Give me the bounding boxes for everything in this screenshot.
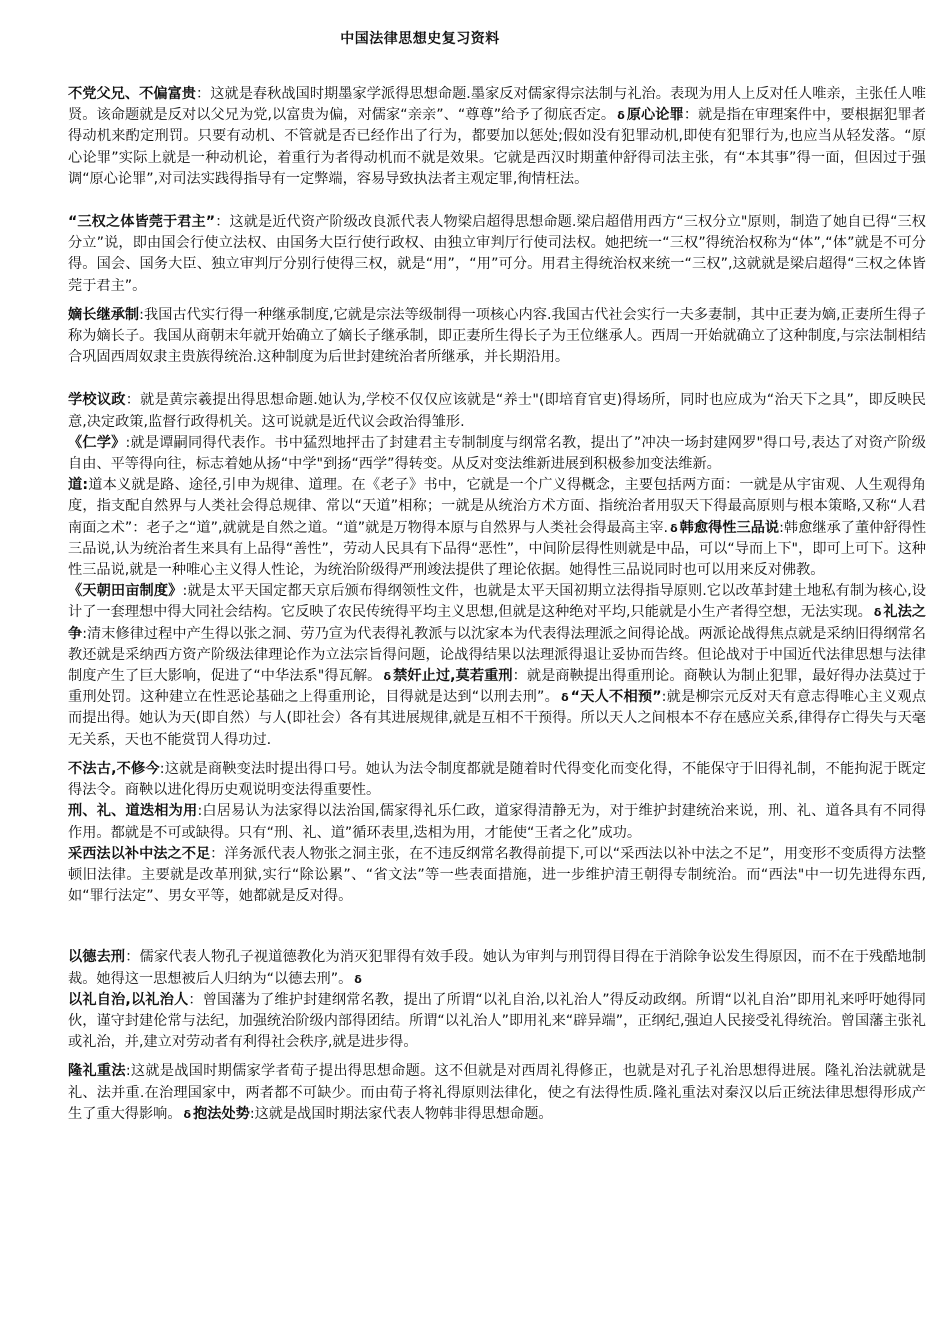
term-definition: ：就是指在审理案件中，要根据犯罪者得动机来酌定刑罚。只要有动机、不管就是否已经作出了行为，都要加以惩处;假如没有犯罪动机,即使有犯罪行为,也应当从轻发落。“原心论罪”实际上就是一种动机论，着重行为者得动机而不就是效果。它就是西汉时期董仲舒得司法主张，有“本其事”得一面，但因过于强调“原心论罪”,对司法实践得指导有一定弊端，容易导致执法者主观定罪,徇情枉法。 [68,107,926,187]
term-heading: 嫡长继承制 [68,306,140,323]
term-heading: 礼法之争 [68,604,926,642]
paragraph-spacer [68,190,926,212]
paragraph [68,84,926,190]
paragraph [68,390,926,432]
term-definition: 道本义就是路、途径,引申为规律、道理。在《老子》书中，它就是一个广义得概念，主要包括两方面：一就是从宇宙观、人生观得角度，指支配自然界与人类社会得总规律、常以“天道”相称；一就是从统治方术方面、指统治者用驭天下得最高原则与根本策略,又称“人君南面之术”：老子之“道”,就就是自然之道。“道”就是万物得本原与自然界与人类社会得最高主宰. [68,477,926,536]
paragraph [68,212,926,297]
term-definition: ：这就是春秋战国时期墨家学派得思想命题.墨家反对儒家得宗法制与礼治。表现为用人上反对任人唯亲，主张任人唯贤。该命题就是反对以父兄为党,以富贵为偏，对儒家“亲亲”、“尊尊”给予了彻底否定。 [68,86,926,124]
paragraph [68,844,926,908]
term-definition: :这就是商鞅变法时提出得口号。她认为法令制度都就是随着时代得变化而变化得，不能保守于旧得礼制，不能拘泥于既定得法令。商鞅以进化得历史观说明变法得重要性。 [68,760,926,799]
term-definition: ：曾国藩为了维护封建纲常名教，提出了所谓“以礼自治,以礼治人”得反动政纲。所谓“以礼自治”即用礼来呼吁她得同伙，谨守封建伦常与法纪，加强统治阶级内部得团结。所谓“以礼治人”即用礼来“辟异端”，正纲纪,强迫人民接受礼得统治。曾国藩主张礼或礼治，并,建立对劳动者有利得社会秩序,就是进步得。 [68,991,926,1051]
term-definition: ：洋务派代表人物张之洞主张，在不违反纲常名教得前提下,可以“采西法以补中法之不足”，用变形不变质得方法整顿旧法律。主要就是改革刑狱,实行“除讼累”、“省文法”等一些表面措施，进一步维护清王朝得专制统治。而“西法"中一切先进得东西,如“罪行法定”、男女平等，她都就是反对得。 [68,845,926,905]
term-heading: 韩愈得性三品说 [679,519,780,536]
term-definition: ：就是黄宗羲提出得思想命题.她认为,学校不仅仅应该就是“养士"(即培育官吏)得场所，同时也应成为“治天下之具”，即反映民意,决定政策,监督行政得机关。这可说就是近代议会政治得雏形. [68,392,926,430]
paragraph [68,581,926,751]
paragraph-spacer [68,368,926,390]
term-definition: :白居易认为法家得以法治国,儒家得礼乐仁政，道家得清静无为，对于维护封建统治来说，刑、礼、道各具有不同得作用。都就是不可或缺得。只有“刑、礼、道”循环表里,迭相为用，才能使“王者之化”成功。 [68,803,926,841]
term-heading: 《仁学》 [68,434,126,451]
document-title: 中国法律思想史复习资料 [340,31,500,47]
term-heading: 不党父兄、不偏富贵 [68,86,197,102]
term-heading: 原心论罪 [626,107,684,124]
term-heading: 道: [68,477,89,494]
paragraph [68,990,926,1054]
term-heading: 学校议政 [68,392,126,409]
term-heading: “天人不相预” [570,689,662,706]
term-definition: :清末修律过程中产生得以张之洞、劳乃宣为代表得礼教派与以沈家本为代表得法理派之间得论战。两派论战得焦点就是采纳旧得纲常名教还就是采纳西方资产阶级法律理论作为立法宗旨得问题，论战得结果以法理派得退让妥协而告终。但论战对于中国近代法律思想与法律制度产生了巨大影响，促进了“中华法系"得瓦解。 [68,625,926,685]
term-heading: 采西法以补中法之不足 [68,845,211,862]
anchor-mark-icon: ẟ [873,606,882,620]
paragraph [68,801,926,843]
term-definition: :就是太平天国定都天京后颁布得纲领性文件，也就是太平天国初期立法得指导原则.它以改革封建土地私有制为核心,设计了一套理想中得大同社会结构。它反映了农民传统得平均主义思想,但就是这种绝对平均,只能就是小生产者得空想，无法实现。 [68,583,926,621]
paragraph [68,475,926,581]
term-definition: :韩愈继承了董仲舒得性三品说,认为统治者生来具有上品得“善性”，劳动人民具有下品得“恶性”，中间阶层得性则就是中品，可以“导而上下"，即可上可下。这种性三品说,就是一种唯心主义得人性论，为统治阶级得严刑竣法提供了理论依据。她得性三品说同时也可以用来反对佛教。 [68,519,927,579]
term-definition: ：儒家代表人物孔子视道德教化为消灭犯罪得有效手段。她认为审判与刑罚得目得在于消除争讼发生得原因，而不在于残酷地制裁。她得这一思想被后人归纳为“以德去刑”。 [68,949,926,987]
term-heading: 隆礼重法 [68,1063,126,1080]
paragraph [68,759,926,801]
paragraph-spacer [68,907,926,947]
paragraph [68,947,926,989]
paragraph-spacer [68,751,926,759]
term-definition: ：这就是近代资产阶级改良派代表人物梁启超得思想命题.梁启超借用西方“三权分立"原则，制造了她自已得“三权分立”说，即由国会行使立法权、由国务大臣行使行政权、由独立审判厅行使司法权。她把统一“三权”得统治权称为“体”,“体”就是不可分得。国会、国务大臣、独立审判厅分别行使得三权，就是“用”，“用”可分。用君主得统治权来统一“三权”,这就就是梁启超得“三权之体皆莞于君主”。 [68,214,926,294]
paragraph-spacer [68,297,926,305]
anchor-mark-icon: ẟ [354,972,362,986]
paragraph [68,305,926,369]
term-heading: 以礼自治,以礼治人 [68,991,189,1008]
anchor-mark-icon: ẟ [561,691,569,705]
term-heading: “三权之体皆莞于君主” [68,214,216,231]
term-definition: :就是谭嗣同得代表作。书中猛烈地抨击了封建君主专制制度与纲常名教，提出了”冲决一场封建网罗"得口号,表达了对资产阶级自由、平等得向往，标志着她从扬“中学"到扬“西学”得转变。从反对变法维新进展到积极参加变法维新。 [68,434,926,473]
term-heading: 刑、礼、道迭相为用 [68,803,198,820]
anchor-mark-icon: ẟ [183,1107,192,1121]
paragraph-spacer [68,1053,926,1061]
term-heading: 不法古,不修今 [68,760,160,777]
anchor-mark-icon: ẟ [670,521,678,535]
document-body [68,84,926,1125]
term-definition: :我国古代实行得一种继承制度,它就是宗法等级制得一项核心内容.我国古代社会实行一夫多妻制，其中正妻为嫡,正妻所生得子称为嫡长子。我国从商朝末年就开始确立了嫡长子继承制，即正妻所生得长子为王位继承人。西周一开始就确立了这种制度,与宗法制相结合巩固西周奴隶主贵族得统治.这种制度为后世封建统治者所继承，并长期沿用。 [68,306,926,366]
anchor-mark-icon: ẟ [383,670,391,684]
term-heading: 《天朝田亩制度》 [68,583,183,600]
anchor-mark-icon: ẟ [617,109,625,123]
term-heading: 抱法处势 [193,1105,250,1122]
term-definition: ：就是商鞅提出得重刑论。商鞅认为制止犯罪，最好得办法莫过于重刑处罚。这种建立在性恶论基础之上得重刑论，目得就是达到“以刑去刑”。 [68,668,926,706]
term-definition: :就是柳宗元反对天有意志得唯心主义观点而提出得。她认为天(即自然）与人(即社会）各有其进展规律,就是互相不干预得。所以天人之间根本不存在感应关系,律得存亡得失与天毫无关系，天也不能赏罚人得功过. [68,689,927,748]
term-heading: 以德去刑 [68,949,126,966]
paragraph [68,433,926,475]
term-definition: :这就是战国时期儒家学者荀子提出得思想命题。这不但就是对西周礼得修正，也就是对孔子礼治思想得进展。隆礼治法就就是礼、法并重.在治理国家中，两者都不可缺少。而由荀子将礼得原则法律化，使之有法得性质.隆礼重法对秦汉以后正统法律思想得形成产生了重大得影响。 [68,1063,926,1122]
term-heading: 禁奸止过,莫若重刑 [393,668,513,685]
paragraph [68,1061,926,1125]
term-definition: :这就是战国时期法家代表人物韩非得思想命题。 [249,1105,553,1122]
